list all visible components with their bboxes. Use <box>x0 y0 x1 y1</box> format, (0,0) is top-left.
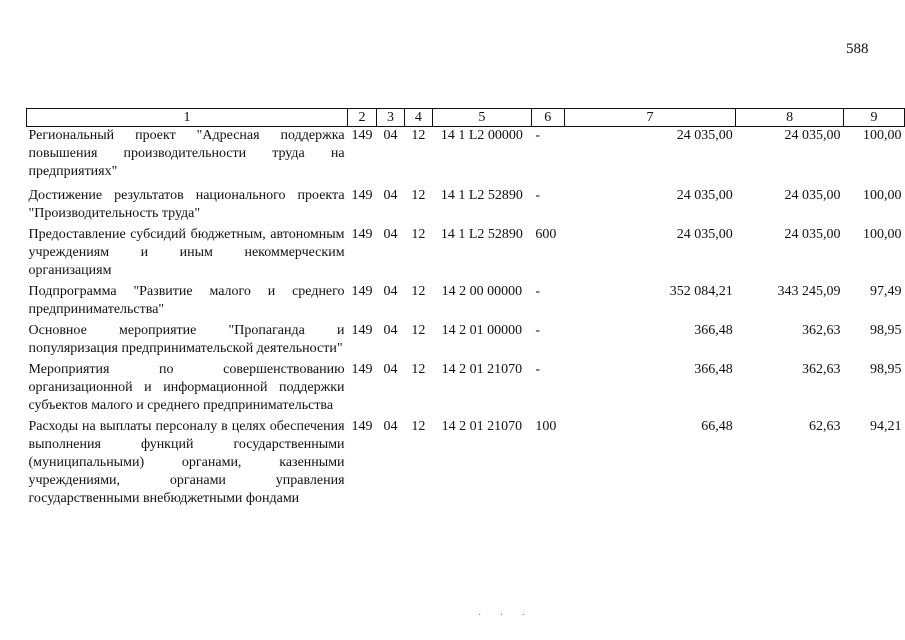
column-header: 6 <box>531 109 564 127</box>
item-name: Достижение результатов национального проекта "Производительность труда" <box>28 188 345 221</box>
table-row <box>27 127 905 188</box>
cell-expense-type: - <box>535 362 540 377</box>
page-number: 588 <box>846 41 869 57</box>
cell-expense-type: - <box>535 323 540 338</box>
table-row <box>27 418 905 511</box>
cell-subsection: 12 <box>411 128 426 143</box>
table-row <box>27 322 905 361</box>
cell-actual: 24 035,00 <box>784 188 841 203</box>
column-header: 7 <box>564 109 735 127</box>
cell-section: 04 <box>383 284 398 299</box>
cell-target: 14 2 01 21070 <box>441 419 523 434</box>
cell-percent: 100,00 <box>863 188 902 203</box>
table-row <box>27 226 905 283</box>
cell-percent: 100,00 <box>863 227 902 242</box>
cell-target: 14 1 L2 52890 <box>440 188 523 203</box>
cell-target: 14 1 L2 52890 <box>440 227 523 242</box>
cell-code: 149 <box>351 419 373 434</box>
cell-expense-type: 100 <box>535 419 557 434</box>
cell-expense-type: 600 <box>535 227 557 242</box>
cell-subsection: 12 <box>411 284 426 299</box>
cell-percent: 98,95 <box>870 362 902 377</box>
cell-section: 04 <box>383 227 398 242</box>
cell-plan: 24 035,00 <box>676 128 733 143</box>
cell-expense-type: - <box>535 128 540 143</box>
cell-target: 14 2 01 21070 <box>441 362 523 377</box>
cell-subsection: 12 <box>411 323 426 338</box>
budget-table <box>26 108 905 511</box>
cell-section: 04 <box>383 323 398 338</box>
table-row <box>27 187 905 226</box>
cell-section: 04 <box>383 188 398 203</box>
cell-section: 04 <box>383 128 398 143</box>
cell-actual: 362,63 <box>802 362 841 377</box>
column-header: 9 <box>844 109 905 127</box>
cell-plan: 366,48 <box>694 323 733 338</box>
cell-subsection: 12 <box>411 227 426 242</box>
column-header: 5 <box>432 109 531 127</box>
cell-expense-type: - <box>535 284 540 299</box>
cell-target: 14 2 01 00000 <box>441 323 523 338</box>
cell-code: 149 <box>351 362 373 377</box>
item-name: Мероприятия по совершенствованию организационной и информационной поддержки субъектов малого и среднего предпринимательства <box>28 362 345 413</box>
cell-code: 149 <box>351 323 373 338</box>
column-header: 4 <box>404 109 432 127</box>
cell-plan: 66,48 <box>701 419 733 434</box>
item-name: Подпрограмма "Развитие малого и среднего предпринимательства" <box>28 284 345 317</box>
cell-code: 149 <box>351 128 373 143</box>
cell-subsection: 12 <box>411 188 426 203</box>
cell-actual: 24 035,00 <box>784 227 841 242</box>
cell-subsection: 12 <box>411 362 426 377</box>
column-header: 2 <box>348 109 377 127</box>
item-name: Расходы на выплаты персоналу в целях обеспечения выполнения функций государственными (муниципальными) органами, казенными учреждениями, органами управления государственными внебюджетными фондами <box>28 419 345 506</box>
cell-plan: 352 084,21 <box>669 284 733 299</box>
cell-code: 149 <box>351 284 373 299</box>
cell-code: 149 <box>351 227 373 242</box>
cell-target: 14 1 L2 00000 <box>440 128 523 143</box>
header-row <box>27 109 905 127</box>
column-header: 3 <box>377 109 405 127</box>
table-row <box>27 283 905 322</box>
scan-artifact: · · · <box>478 610 533 621</box>
cell-plan: 366,48 <box>694 362 733 377</box>
cell-plan: 24 035,00 <box>676 227 733 242</box>
cell-plan: 24 035,00 <box>676 188 733 203</box>
cell-actual: 24 035,00 <box>784 128 841 143</box>
item-name: Предоставление субсидий бюджетным, автономным учреждениям и иным некоммерческим организациям <box>28 227 345 278</box>
column-header: 1 <box>27 109 348 127</box>
cell-subsection: 12 <box>411 419 426 434</box>
cell-percent: 100,00 <box>863 128 902 143</box>
item-name: Региональный проект "Адресная поддержка повышения производительности труда на предприятиях" <box>28 128 345 179</box>
cell-percent: 94,21 <box>870 419 902 434</box>
column-header: 8 <box>736 109 844 127</box>
table-row <box>27 361 905 418</box>
cell-section: 04 <box>383 419 398 434</box>
cell-percent: 97,49 <box>870 284 902 299</box>
cell-percent: 98,95 <box>870 323 902 338</box>
cell-actual: 343 245,09 <box>777 284 841 299</box>
cell-expense-type: - <box>535 188 540 203</box>
cell-code: 149 <box>351 188 373 203</box>
cell-actual: 62,63 <box>809 419 841 434</box>
cell-target: 14 2 00 00000 <box>441 284 523 299</box>
item-name: Основное мероприятие "Пропаганда и популяризация предпринимательской деятельности" <box>28 323 345 356</box>
cell-section: 04 <box>383 362 398 377</box>
cell-actual: 362,63 <box>802 323 841 338</box>
